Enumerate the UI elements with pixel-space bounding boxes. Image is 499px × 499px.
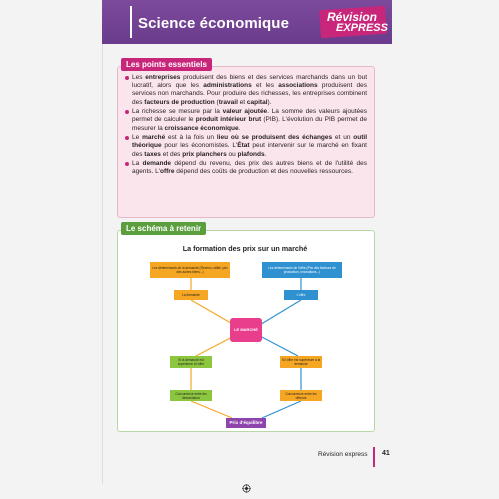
bullet-text: produisent des biens et des services marchands dans un but lucratif, alors que les [132,74,368,90]
connector-demand-price [191,401,232,418]
bullet-text: dépend des coûts de production et des nouvelles ressources. [174,168,353,176]
bullet-text: peut intervenir sur le marché en fixant des [132,142,367,158]
node-supply-factors: Les déterminants de l'offre (Prix des facteurs de production, innovations...) [262,262,342,278]
connector-supply-price [262,401,301,418]
bullet-keyword: taxes [144,150,161,158]
bullet-keyword: prix planchers [182,150,227,158]
bullet-text: dépend du revenu, des prix des autres biens et de l'utilité des agents. L' [132,160,367,176]
bullet-keyword: marché [142,134,166,142]
node-demand-factors: Les déterminants de la demande (Revenu, utilité, prix des autres biens...) [150,262,230,278]
bullet-text: ou [226,150,238,158]
bullet-keyword: État [237,142,250,150]
node-demand-competition: Concurrence entre les demandeurs [170,390,212,401]
node-equilibrium-price: Prix d'équilibre [226,418,266,428]
schema-title: La formation des prix sur un marché [182,244,308,253]
bullet-keyword: lieu où se produisent des échanges [216,134,333,142]
page-number: 41 [382,450,390,457]
badge-label-top: Révision [327,10,378,24]
bullet-keyword: valeur ajoutée [222,108,268,116]
badge-label-bottom: EXPRESS [336,22,388,34]
node-market: LE MARCHÉ [230,318,262,342]
essentials-tag: Les points essentiels [121,58,212,71]
bullet-text: et des [160,150,183,158]
bullet-text: et [237,98,247,106]
bullet-text: ( [214,98,219,106]
bullet-text: Les [132,74,146,81]
bullet-keyword: offre [159,168,175,176]
bullet-keyword: travail [218,98,238,106]
node-supply: L'offre [284,290,318,300]
bullet-keyword: produit intérieur brut [195,116,262,124]
bullet-text: (PIB). L'évolution du PIB permet de mesurer la [132,116,367,132]
chapter-title: Science économique [138,15,290,32]
bullet-text: pour les économistes. L' [161,142,238,150]
bullet-text: Le [132,134,143,142]
connector-supply-market [258,300,301,326]
schema-tag: Le schéma à retenir [121,222,206,235]
bullet-keyword: croissance économique [164,124,239,132]
bullet-keyword: outil théorique [132,134,367,150]
node-demand-higher: Si la demande est supérieure à l'offre [170,356,212,368]
registration-mark-icon [242,484,251,493]
node-supply-higher: Si l'offre est supérieure à la demande [281,358,321,366]
bullet-keyword: plafonds [237,150,265,158]
bullet-text: et les [251,82,279,90]
bullet-keyword: administrations [203,82,252,90]
bullet-text: produisent des services non marchands. Pour produire des richesses, les entreprises combinent des [132,82,367,106]
bullet-text: La richesse se mesure par la [132,108,223,116]
bullet-keyword: demande [142,160,172,168]
footer-label: Révision express [318,451,368,458]
bullet-text: La [132,160,143,168]
bullet-keyword: associations [278,82,318,90]
bullet-keyword: facteurs de production [144,98,215,106]
footer-accent-bar [373,447,375,467]
node-demand: La demande [174,290,208,300]
bullet-text: ). [267,98,272,106]
bullet-keyword: capital [246,98,268,106]
node-supply-competition: Concurrence entre les offreurs [280,390,322,401]
bullet-text: . La somme des valeurs ajoutées permet de calculer le [132,108,367,124]
bullet-text: . [238,124,241,132]
bullet-text: . [264,150,267,158]
connector-market-supply-higher [258,335,298,356]
bullet-keyword: entreprises [145,74,181,81]
bullet-text: est à la fois un [165,134,217,142]
bullet-text: et un [332,134,354,142]
